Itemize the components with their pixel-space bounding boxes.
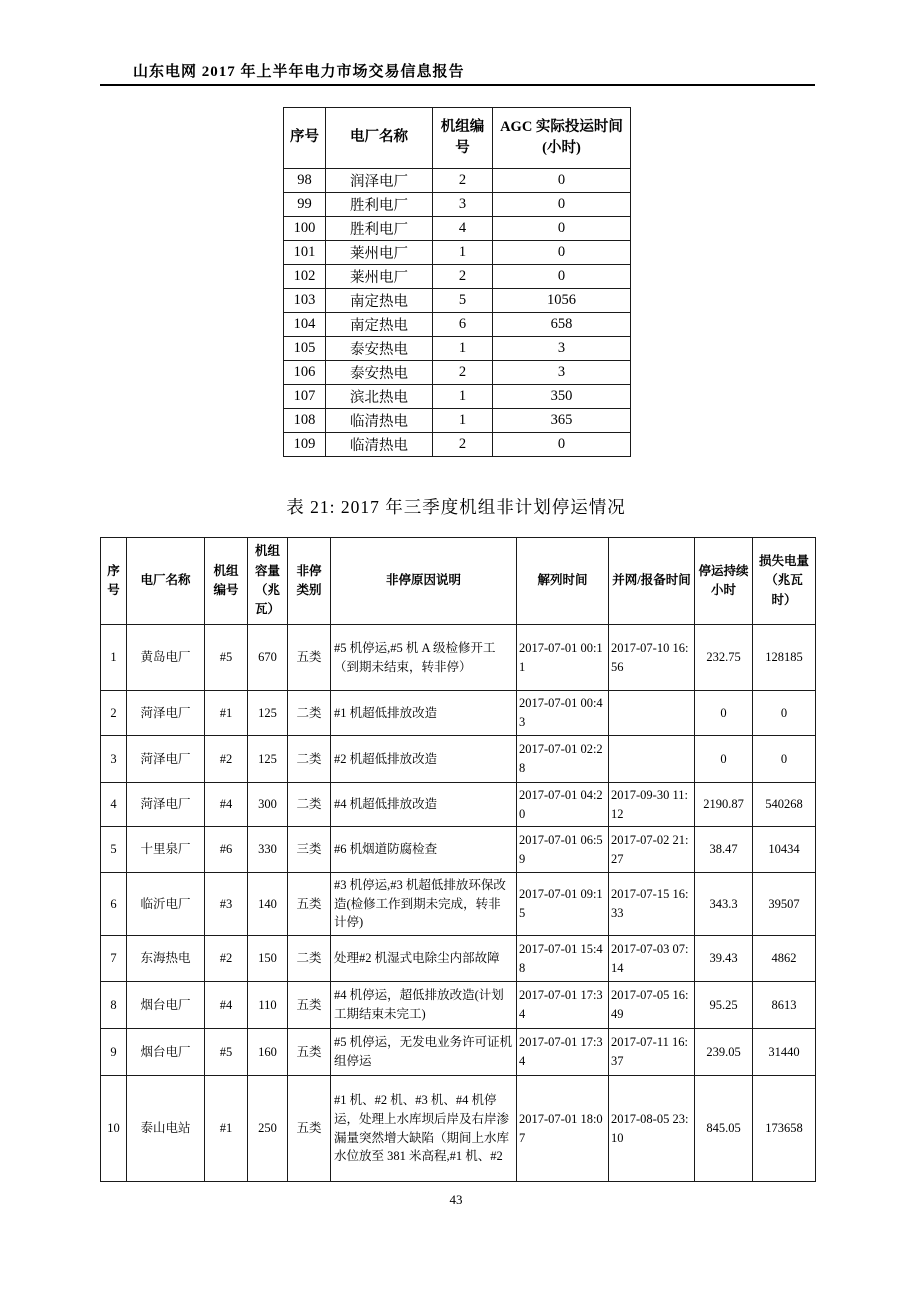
table-cell: #5 机停运，无发电业务许可证机组停运: [331, 1029, 517, 1076]
table-cell: 845.05: [695, 1076, 753, 1182]
table-cell: 胜利电厂: [326, 193, 433, 217]
table-cell: #6 机烟道防腐检查: [331, 827, 517, 873]
table-cell: 2017-07-01 02:28: [517, 736, 609, 783]
table-cell: 烟台电厂: [127, 982, 205, 1029]
table-cell: 330: [248, 827, 288, 873]
table-cell: #6: [205, 827, 248, 873]
table-cell: 3: [493, 361, 631, 385]
table-cell: 99: [284, 193, 326, 217]
table-cell: 3: [101, 736, 127, 783]
table-cell: 2017-07-10 16:56: [609, 625, 695, 691]
table-cell: 2017-07-11 16:37: [609, 1029, 695, 1076]
table-row: [101, 827, 816, 873]
table-cell: 110: [248, 982, 288, 1029]
table-cell: #3: [205, 873, 248, 936]
table-cell: 2017-07-01 17:34: [517, 982, 609, 1029]
table-cell: 0: [493, 433, 631, 457]
table-row: [284, 385, 631, 409]
table-row: [101, 982, 816, 1029]
table-cell: 泰山电站: [127, 1076, 205, 1182]
table-cell: 2017-08-05 23:10: [609, 1076, 695, 1182]
table-cell: [609, 691, 695, 736]
table-cell: 0: [753, 691, 816, 736]
table-cell: 6: [101, 873, 127, 936]
header-cell-unit: 机组编号: [205, 538, 248, 625]
table-cell: #4: [205, 783, 248, 827]
outage-table-header-row: [101, 538, 816, 625]
table-cell: 黄岛电厂: [127, 625, 205, 691]
table-cell: 五类: [288, 982, 331, 1029]
table-cell: #1: [205, 691, 248, 736]
table-cell: 2: [433, 361, 493, 385]
table-row: [284, 265, 631, 289]
table-cell: 1: [101, 625, 127, 691]
table-cell: 2190.87: [695, 783, 753, 827]
table-row: [101, 1029, 816, 1076]
table-row: [284, 433, 631, 457]
table-cell: 658: [493, 313, 631, 337]
table-cell: 临沂电厂: [127, 873, 205, 936]
table-cell: 4862: [753, 936, 816, 982]
table-row: [101, 783, 816, 827]
table-cell: 0: [493, 265, 631, 289]
header-divider: [100, 84, 815, 86]
table-cell: #4: [205, 982, 248, 1029]
table-cell: 2017-07-01 15:48: [517, 936, 609, 982]
table-cell: 0: [493, 241, 631, 265]
header-cell-duration-hours: 停运持续小时: [695, 538, 753, 625]
header-cell-agc-hours: AGC 实际投运时间(小时): [493, 108, 631, 169]
table-row: [284, 169, 631, 193]
table-cell: 2017-07-15 16:33: [609, 873, 695, 936]
table-cell: 365: [493, 409, 631, 433]
table-cell: 9: [101, 1029, 127, 1076]
table-cell: 南定热电: [326, 289, 433, 313]
table-cell: 五类: [288, 1076, 331, 1182]
table-cell: #5 机停运,#5 机 A 级检修开工（到期未结束，转非停）: [331, 625, 517, 691]
table-cell: 处理#2 机湿式电除尘内部故障: [331, 936, 517, 982]
table-cell: 2017-07-01 18:07: [517, 1076, 609, 1182]
table-cell: 39507: [753, 873, 816, 936]
table-cell: 2017-07-05 16:49: [609, 982, 695, 1029]
table-cell: #4 机停运，超低排放改造(计划工期结束未完工): [331, 982, 517, 1029]
table-row: [101, 736, 816, 783]
table-cell: 0: [493, 217, 631, 241]
table-cell: #3 机停运,#3 机超低排放环保改造(检修工作到期未完成，转非计停): [331, 873, 517, 936]
table-cell: #2: [205, 736, 248, 783]
table-cell: 2: [433, 169, 493, 193]
table-cell: #2 机超低排放改造: [331, 736, 517, 783]
header-cell-outage-class: 非停类别: [288, 538, 331, 625]
table-cell: 五类: [288, 1029, 331, 1076]
table-row: [284, 193, 631, 217]
table-cell: 二类: [288, 691, 331, 736]
table-cell: 0: [753, 736, 816, 783]
table-cell: 2017-07-01 06:59: [517, 827, 609, 873]
table-cell: #1 机、#2 机、#3 机、#4 机停运，处理上水库坝后岸及右岸渗漏量突然增大缺陷（期间上水库水位放至 381 米高程,#1 机、#2: [331, 1076, 517, 1182]
table-cell: 5: [433, 289, 493, 313]
table-cell: 350: [493, 385, 631, 409]
table-cell: 101: [284, 241, 326, 265]
table-row: [101, 691, 816, 736]
table-cell: 润泽电厂: [326, 169, 433, 193]
header-cell-plant: 电厂名称: [326, 108, 433, 169]
table-cell: 8: [101, 982, 127, 1029]
table-row: [284, 409, 631, 433]
table-cell: 128185: [753, 625, 816, 691]
table-cell: 南定热电: [326, 313, 433, 337]
table-cell: 五类: [288, 873, 331, 936]
table-cell: #1 机超低排放改造: [331, 691, 517, 736]
table-cell: 菏泽电厂: [127, 783, 205, 827]
table-cell: 98: [284, 169, 326, 193]
table-row: [284, 241, 631, 265]
table-cell: 2017-07-01 17:34: [517, 1029, 609, 1076]
table-cell: 95.25: [695, 982, 753, 1029]
table-cell: 0: [493, 169, 631, 193]
table-cell: 39.43: [695, 936, 753, 982]
table-cell: 二类: [288, 783, 331, 827]
table-cell: 104: [284, 313, 326, 337]
table-cell: 二类: [288, 736, 331, 783]
header-cell-online-time: 并网/报备时间: [609, 538, 695, 625]
table-cell: 二类: [288, 936, 331, 982]
table-cell: #2: [205, 936, 248, 982]
table-cell: 125: [248, 691, 288, 736]
table-cell: 4: [101, 783, 127, 827]
table-cell: 125: [248, 736, 288, 783]
table-cell: 150: [248, 936, 288, 982]
table-cell: 0: [493, 193, 631, 217]
table-cell: 102: [284, 265, 326, 289]
table-cell: 五类: [288, 625, 331, 691]
header-cell-offline-time: 解列时间: [517, 538, 609, 625]
table-row: [101, 625, 816, 691]
header-cell-plant: 电厂名称: [127, 538, 205, 625]
table-cell: 107: [284, 385, 326, 409]
table-cell: 106: [284, 361, 326, 385]
table-cell: 105: [284, 337, 326, 361]
table-cell: 173658: [753, 1076, 816, 1182]
header-cell-reason: 非停原因说明: [331, 538, 517, 625]
table-cell: 2017-07-03 07:14: [609, 936, 695, 982]
table-cell: 160: [248, 1029, 288, 1076]
table-cell: 109: [284, 433, 326, 457]
table-row: [284, 217, 631, 241]
table-cell: 1: [433, 241, 493, 265]
table-cell: 1: [433, 385, 493, 409]
table-cell: [609, 736, 695, 783]
table-cell: 临清热电: [326, 433, 433, 457]
table-cell: 4: [433, 217, 493, 241]
table-cell: 烟台电厂: [127, 1029, 205, 1076]
header-cell-seq: 序号: [101, 538, 127, 625]
table-cell: 滨北热电: [326, 385, 433, 409]
unplanned-outage-table: [100, 537, 816, 1182]
table21-title: 表 21: 2017 年三季度机组非计划停运情况: [286, 497, 626, 517]
table-cell: 泰安热电: [326, 361, 433, 385]
agc-table-header-row: [284, 108, 631, 169]
table-cell: 2: [433, 265, 493, 289]
table-row: [284, 313, 631, 337]
table-row: [284, 289, 631, 313]
table-cell: 临清热电: [326, 409, 433, 433]
table-cell: 2: [101, 691, 127, 736]
table-cell: #1: [205, 1076, 248, 1182]
table-cell: #5: [205, 625, 248, 691]
table-cell: #4 机超低排放改造: [331, 783, 517, 827]
table-row: [101, 936, 816, 982]
table-cell: 140: [248, 873, 288, 936]
table-cell: 1056: [493, 289, 631, 313]
table-cell: 1: [433, 337, 493, 361]
table-cell: 3: [433, 193, 493, 217]
table-cell: 2017-07-01 09:15: [517, 873, 609, 936]
table-cell: 31440: [753, 1029, 816, 1076]
table-cell: 东海热电: [127, 936, 205, 982]
table-cell: 2017-07-01 04:20: [517, 783, 609, 827]
table-cell: 2: [433, 433, 493, 457]
table-cell: 540268: [753, 783, 816, 827]
table-cell: 239.05: [695, 1029, 753, 1076]
table-row: [101, 873, 816, 936]
table-cell: 343.3: [695, 873, 753, 936]
table-cell: 250: [248, 1076, 288, 1182]
table-cell: 8613: [753, 982, 816, 1029]
header-cell-energy-loss: 损失电量（兆瓦时）: [753, 538, 816, 625]
table-cell: 6: [433, 313, 493, 337]
table-cell: 三类: [288, 827, 331, 873]
table-cell: 莱州电厂: [326, 265, 433, 289]
table-cell: 10: [101, 1076, 127, 1182]
table-cell: 十里泉厂: [127, 827, 205, 873]
table-cell: 108: [284, 409, 326, 433]
table-cell: 7: [101, 936, 127, 982]
table-cell: 菏泽电厂: [127, 736, 205, 783]
table-cell: 38.47: [695, 827, 753, 873]
report-title-header: 山东电网 2017 年上半年电力市场交易信息报告: [133, 64, 465, 80]
page-number: 43: [449, 1192, 463, 1207]
table-cell: #5: [205, 1029, 248, 1076]
table-cell: 2017-09-30 11:12: [609, 783, 695, 827]
table-cell: 232.75: [695, 625, 753, 691]
table-cell: 1: [433, 409, 493, 433]
header-cell-seq: 序号: [284, 108, 326, 169]
table-cell: 泰安热电: [326, 337, 433, 361]
table-cell: 0: [695, 691, 753, 736]
table-row: [101, 1076, 816, 1182]
header-cell-capacity: 机组容量（兆瓦）: [248, 538, 288, 625]
agc-operation-table: [283, 107, 631, 457]
table-cell: 300: [248, 783, 288, 827]
table-cell: 103: [284, 289, 326, 313]
table-cell: 胜利电厂: [326, 217, 433, 241]
table-row: [284, 361, 631, 385]
table-cell: 5: [101, 827, 127, 873]
table-cell: 0: [695, 736, 753, 783]
table-cell: 10434: [753, 827, 816, 873]
table-cell: 670: [248, 625, 288, 691]
table-cell: 3: [493, 337, 631, 361]
table-cell: 2017-07-01 00:43: [517, 691, 609, 736]
table-cell: 莱州电厂: [326, 241, 433, 265]
table-cell: 2017-07-02 21:27: [609, 827, 695, 873]
table-row: [284, 337, 631, 361]
table-cell: 100: [284, 217, 326, 241]
header-cell-unit: 机组编号: [433, 108, 493, 169]
table-cell: 菏泽电厂: [127, 691, 205, 736]
table-cell: 2017-07-01 00:11: [517, 625, 609, 691]
